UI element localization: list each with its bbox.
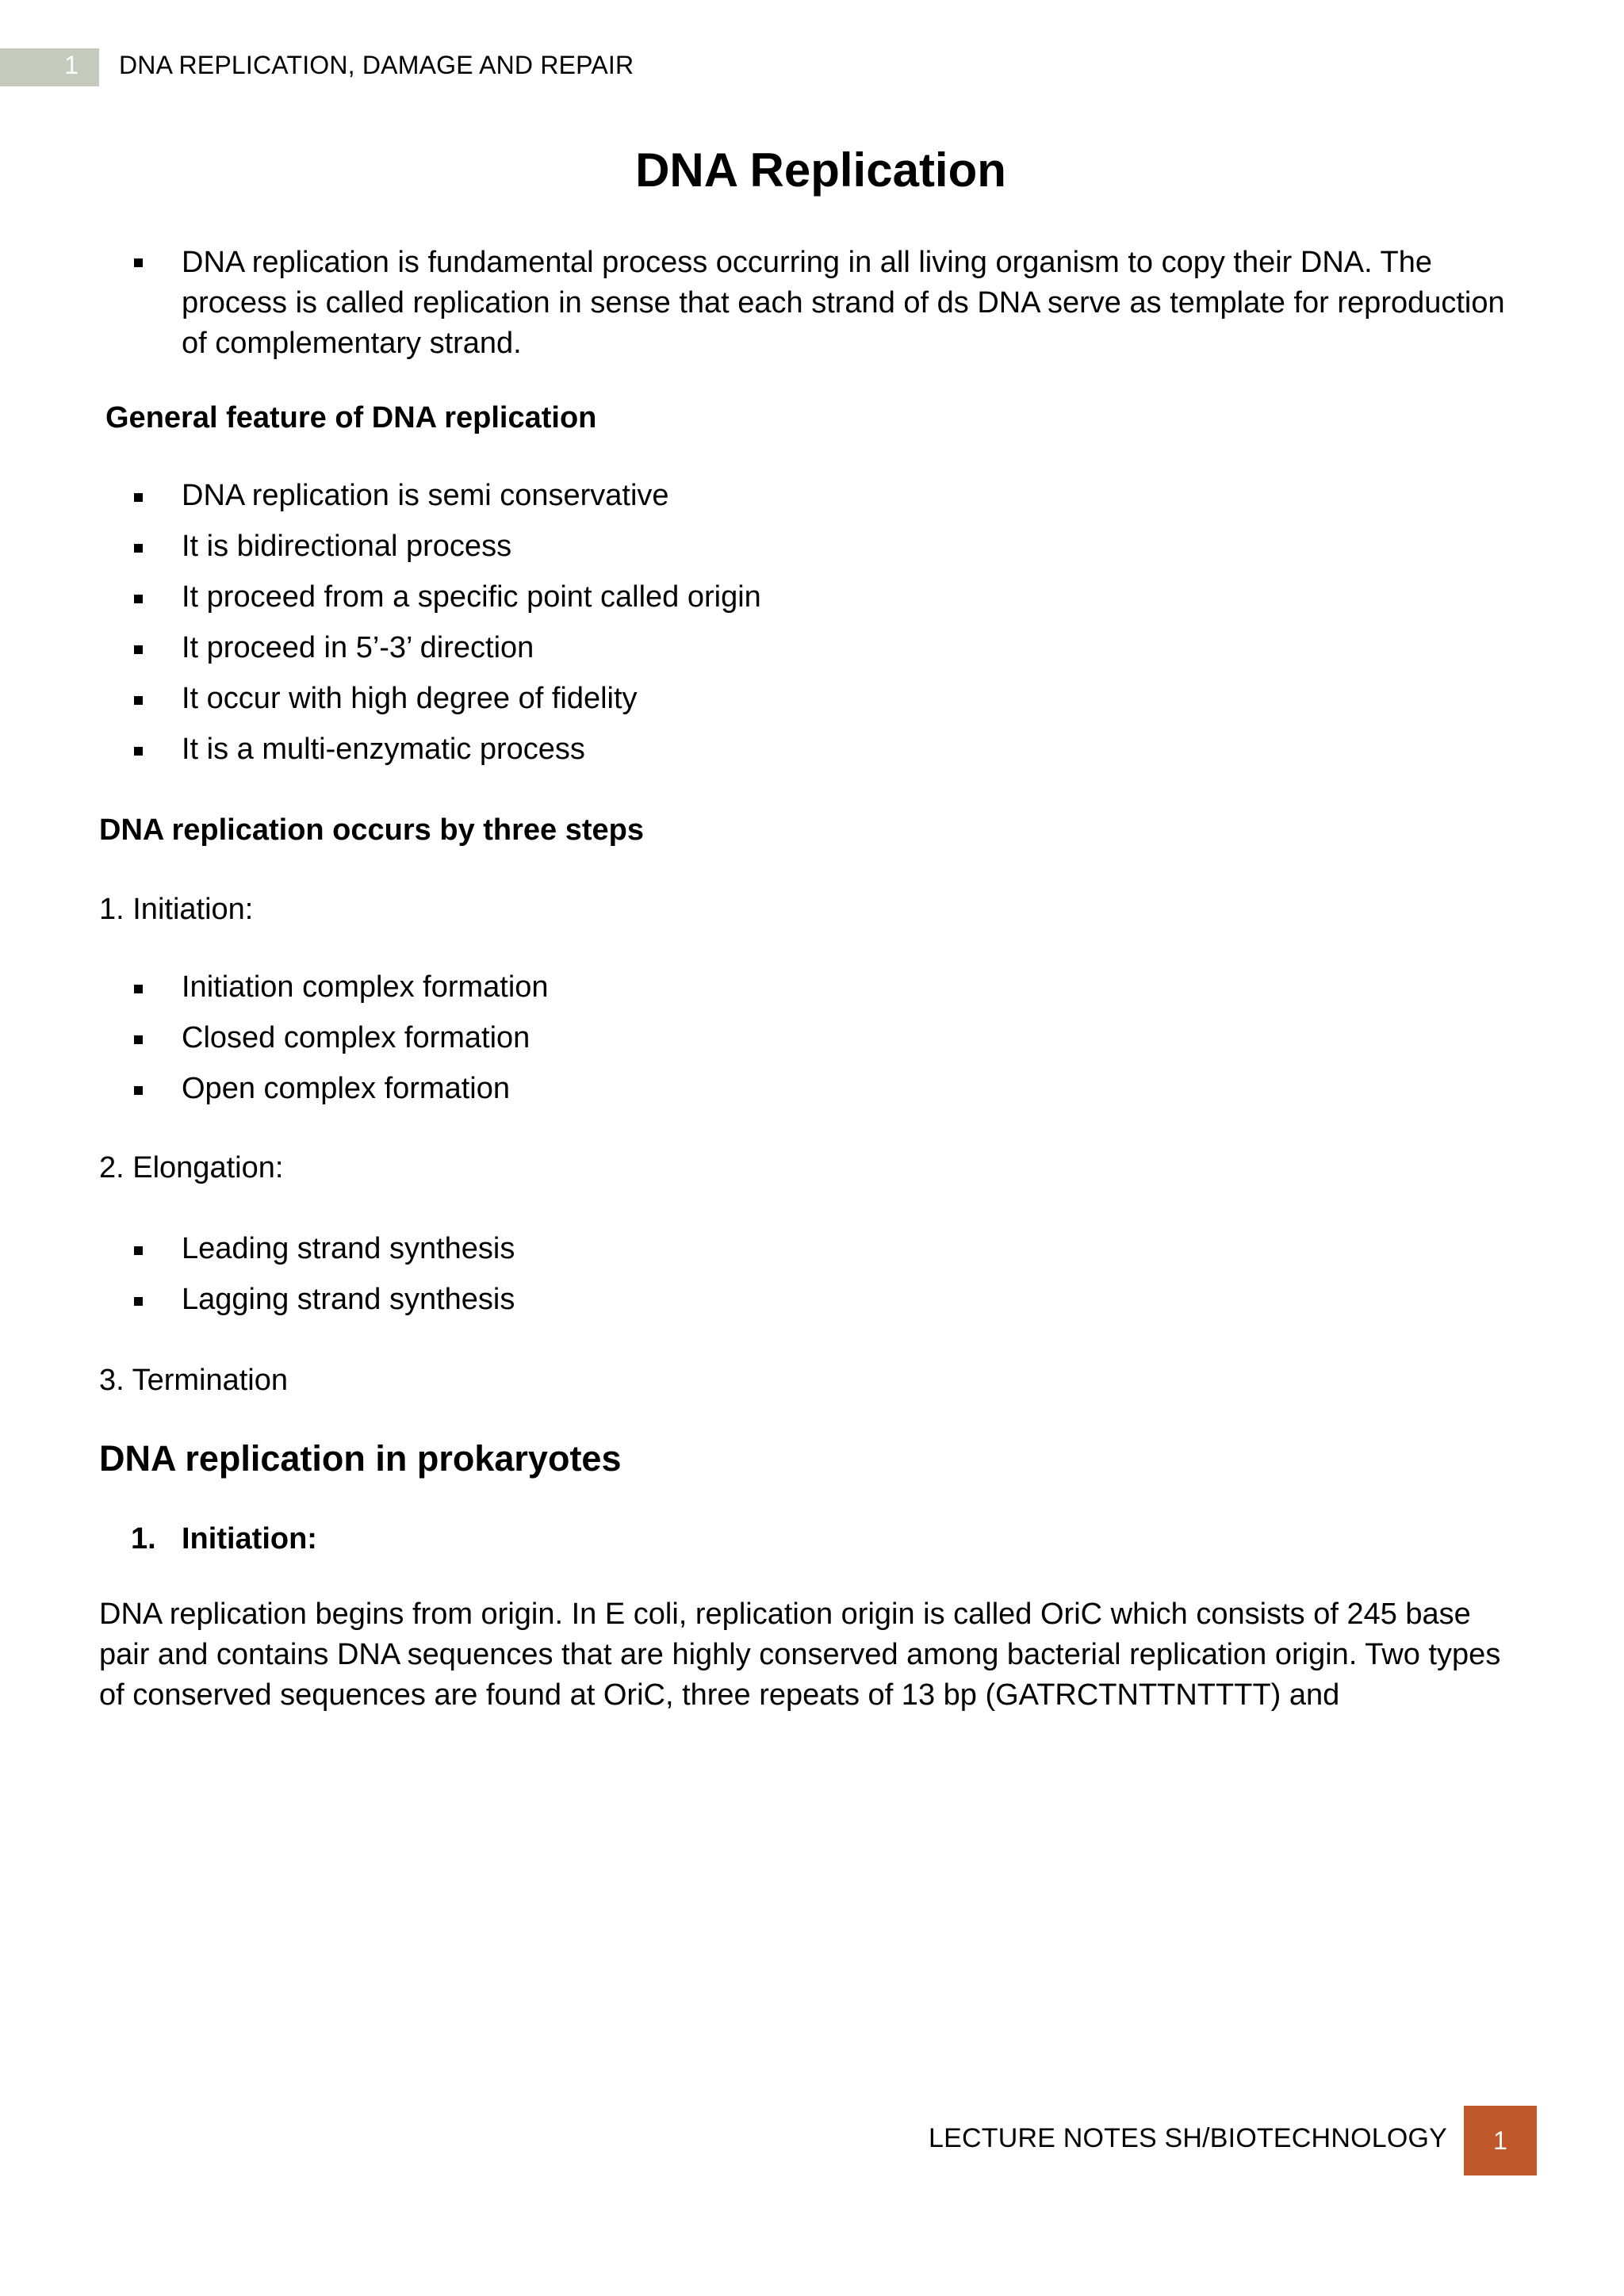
list-item: It is a multi-enzymatic process xyxy=(182,724,1526,775)
list-item: Closed complex formation xyxy=(182,1012,1526,1063)
prokaryotes-heading: DNA replication in prokaryotes xyxy=(99,1438,622,1479)
list-item: Leading strand synthesis xyxy=(182,1223,1526,1274)
prokaryotes-initiation-item xyxy=(99,1515,1526,1563)
list-item: Lagging strand synthesis xyxy=(182,1274,1526,1325)
list-item: It is bidirectional process xyxy=(182,521,1526,572)
list-item: It proceed in 5’-3’ direction xyxy=(182,622,1526,673)
header-title: DNA REPLICATION, DAMAGE AND REPAIR xyxy=(119,51,634,79)
list-item: Open complex formation xyxy=(182,1063,1526,1114)
initiation-list xyxy=(99,962,1526,1114)
intro-item: DNA replication is fundamental process occurring in all living organism to copy their DNA. The process is called replication in sense that each strand of ds DNA serve as template for reproduction of complementary strand. xyxy=(182,243,1526,364)
page-content xyxy=(99,136,1526,1716)
list-item: It proceed from a specific point called origin xyxy=(182,572,1526,622)
step-label-termination: 3. Termination xyxy=(99,1364,288,1397)
step-label-initiation: 1. Initiation: xyxy=(99,893,254,926)
intro-list xyxy=(99,243,1526,364)
general-features-heading: General feature of DNA replication xyxy=(105,401,597,434)
elongation-list xyxy=(99,1223,1526,1325)
step-label-elongation: 2. Elongation: xyxy=(99,1151,284,1184)
list-item: DNA replication is semi conservative xyxy=(182,470,1526,521)
header-page-number: 1 xyxy=(64,51,79,79)
footer-label: LECTURE NOTES SH/BIOTECHNOLOGY xyxy=(929,2123,1447,2153)
item-number: 1. xyxy=(131,1522,156,1556)
header-page-number-box xyxy=(0,48,99,86)
footer-page-number: 1 xyxy=(1464,2106,1537,2175)
list-item: It occur with high degree of fidelity xyxy=(182,673,1526,724)
list-item: Initiation complex formation xyxy=(182,962,1526,1012)
page-title: DNA Replication xyxy=(635,144,1006,197)
prokaryotes-paragraph: DNA replication begins from origin. In E coli, replication origin is called OriC which consists of 245 base pair and contains DNA sequences that are highly conserved among bacterial replication origin. Two types of conserved sequences are found at OriC, three repeats of 13 bp (GATRCTNTTNTTTT) and xyxy=(99,1598,1501,1712)
steps-heading: DNA replication occurs by three steps xyxy=(99,813,645,847)
general-features-list xyxy=(99,470,1526,775)
item-label: Initiation: xyxy=(182,1522,317,1556)
